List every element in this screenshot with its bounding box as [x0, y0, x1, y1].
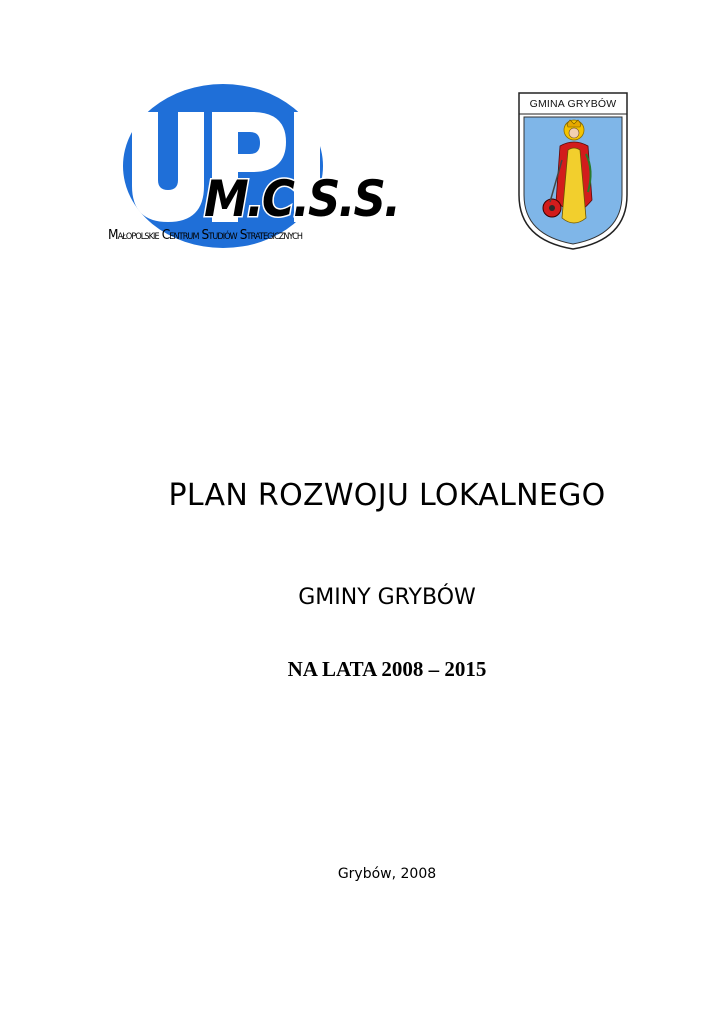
place-date: Grybów, 2008: [337, 866, 437, 882]
coat-of-arms-icon: [516, 90, 630, 252]
mcss-caption: Małopolskie Centrum Studiów Strategicznych: [108, 227, 303, 243]
document-years: NA LATA 2008 – 2015: [287, 657, 487, 681]
mcss-letters: [204, 170, 399, 228]
svg-text:M.C.S.S.: M.C.S.S.: [204, 170, 399, 228]
document-subtitle: GMINY GRYBÓW: [298, 585, 476, 610]
coat-of-arms-label: GMINA GRYBÓW: [529, 98, 617, 110]
document-title: PLAN ROZWOJU LOKALNEGO: [168, 478, 606, 513]
